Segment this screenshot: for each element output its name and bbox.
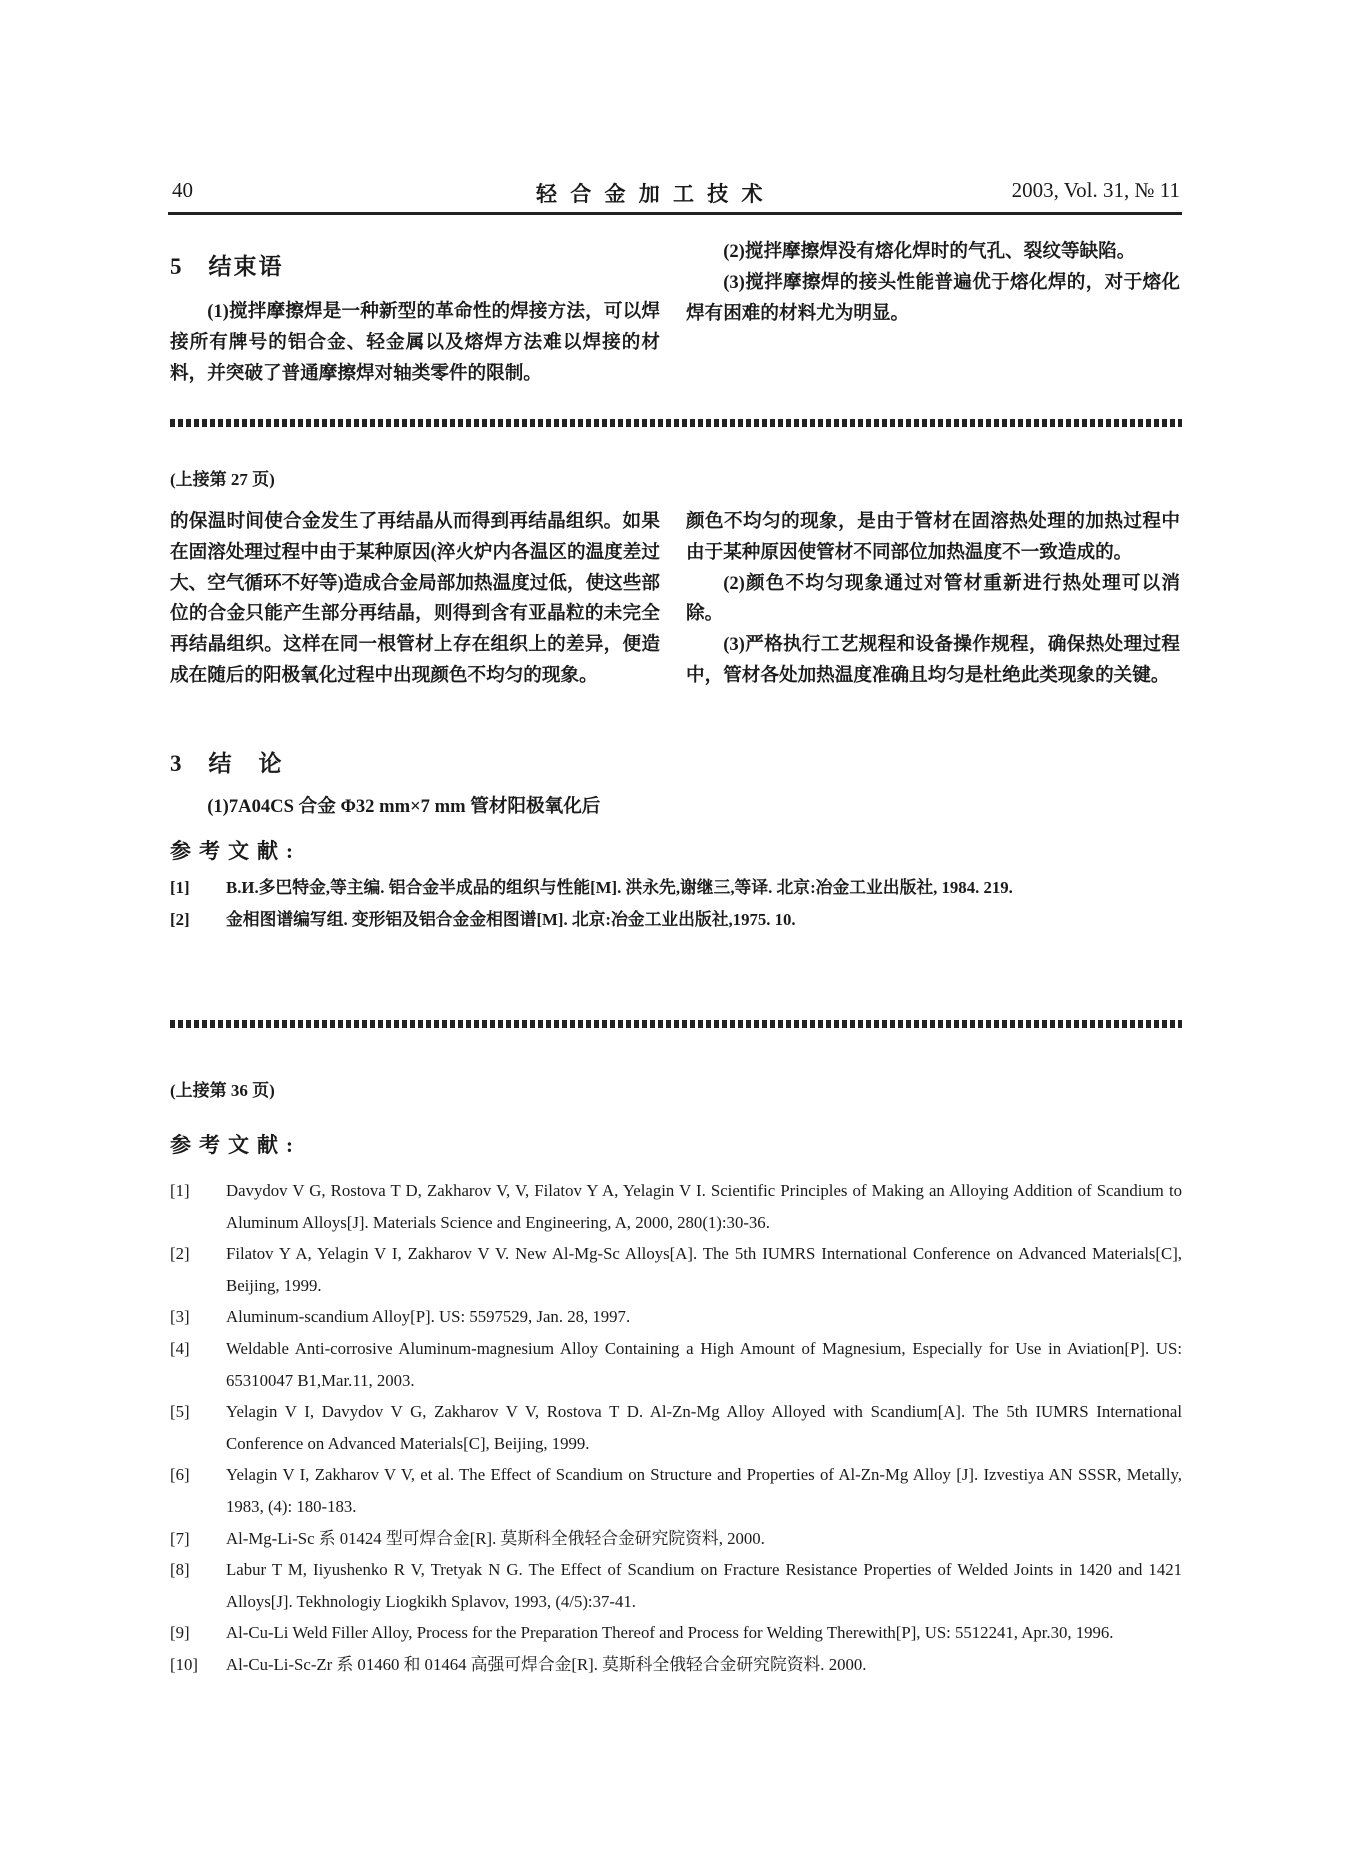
left-column-continued — [170, 792, 660, 823]
reference-text: Al-Cu-Li Weld Filler Alloy, Process for the Preparation Thereof and Process for Welding Therewith[P], US: 5512241, Apr.30, 1996. — [226, 1623, 1114, 1643]
reference-number: [9] — [170, 1623, 190, 1643]
reference-item — [170, 872, 1182, 904]
reference-item — [170, 1617, 1182, 1649]
reference-item — [170, 1396, 1182, 1459]
reference-number: [10] — [170, 1654, 198, 1674]
page-number: 40 — [172, 178, 193, 202]
reference-text: Aluminum-scandium Alloy[P]. US: 5597529, Jan. 28, 1997. — [226, 1307, 631, 1327]
section-heading-conclusion: 3 结 论 — [170, 751, 284, 776]
paragraph: (2)搅拌摩擦焊没有熔化焊时的气孔、裂纹等缺陷。 — [723, 241, 1136, 262]
reference-text: Davydov V G, Rostova T D, Zakharov V, V, Filatov Y A, Yelagin V I. Scientific Principles of Making an Alloying Addition of Scandium to Aluminum Alloys[J]. Materials Science and Engineering, A, 2000, 280(1):30-36. — [226, 1181, 1182, 1232]
reference-number: [2] — [170, 909, 190, 929]
reference-list — [170, 872, 1182, 935]
reference-text: Weldable Anti-corrosive Aluminum-magnesium Alloy Containing a High Amount of Magnesium, Especially for Use in Aviation[P]. US: 65310047 B1,Mar.11, 2003. — [226, 1338, 1182, 1390]
reference-number: [2] — [170, 1244, 190, 1264]
reference-item — [170, 1301, 1182, 1333]
reference-number: [3] — [170, 1307, 190, 1327]
paragraph: (3)搅拌摩擦焊的接头性能普遍优于熔化焊的，对于熔化焊有困难的材料尤为明显。 — [686, 271, 1180, 324]
paragraph: (3)严格执行工艺规程和设备操作规程，确保热处理过程中，管材各处加热温度准确且均匀是杜绝此类现象的关键。 — [686, 634, 1180, 686]
paragraph: (2)颜色不均匀现象通过对管材重新进行热处理可以消除。 — [686, 572, 1180, 625]
paragraph: 的保温时间使合金发生了再结晶从而得到再结晶组织。如果在固溶处理过程中由于某种原因(淬火炉内各温区的温度差过大、空气循环不好等)造成合金局部加热温度过低，使这些部位的合金只能产生部分再结晶，则得到含有亚晶粒的未完全再结晶组织。这样在同一根管材上存在组织上的差异，便造成在随后的阳极氧化过程中出现颜色不均匀的现象。 — [170, 511, 660, 686]
reference-list — [170, 1175, 1182, 1681]
reference-number: [4] — [170, 1338, 190, 1358]
reference-text: Al-Cu-Li-Sc-Zr 系 01460 和 01464 高强可焊合金[R]. 莫斯科全俄轻合金研究院资料. 2000. — [226, 1654, 867, 1674]
reference-text: Yelagin V I, Davydov V G, Zakharov V V, Rostova T D. Al-Zn-Mg Alloy Alloyed with Scandium[A]. The 5th IUMRS International Conference on Advanced Materials[C], Beijing, 1999. — [226, 1402, 1182, 1453]
continued-from-label: (上接第 36 页) — [170, 1081, 275, 1100]
separator-dotted — [170, 419, 1182, 427]
left-column — [170, 297, 660, 389]
references-heading: 参考文献: — [170, 839, 301, 863]
header-rule — [168, 212, 1182, 215]
separator-dotted — [170, 1020, 1182, 1028]
reference-item — [170, 1554, 1182, 1617]
paragraph: (1)7A04CS 合金 Φ32 mm×7 mm 管材阳极氧化后 — [207, 796, 601, 817]
reference-item — [170, 1523, 1182, 1555]
references-heading: 参考文献: — [170, 1133, 301, 1157]
paragraph: (1)搅拌摩擦焊是一种新型的革命性的焊接方法，可以焊接所有牌号的铝合金、轻金属以及熔焊方法难以焊接的材料，并突破了普通摩擦焊对轴类零件的限制。 — [170, 301, 660, 384]
continued-from-label: (上接第 27 页) — [170, 470, 275, 489]
reference-number: [1] — [170, 878, 190, 897]
reference-item — [170, 1238, 1182, 1301]
reference-number: [7] — [170, 1528, 190, 1548]
reference-item — [170, 1459, 1182, 1522]
reference-item — [170, 1175, 1182, 1238]
reference-number: [6] — [170, 1465, 190, 1485]
reference-text: 金相图谱编写组. 变形铝及铝合金金相图谱[M]. 北京:冶金工业出版社,1975. 10. — [226, 909, 796, 929]
reference-text: Al-Mg-Li-Sc 系 01424 型可焊合金[R]. 莫斯科全俄轻合金研究院资料, 2000. — [226, 1528, 765, 1548]
right-column — [686, 237, 1180, 329]
reference-number: [1] — [170, 1181, 190, 1200]
reference-number: [8] — [170, 1560, 190, 1580]
reference-number: [5] — [170, 1402, 190, 1422]
reference-item — [170, 1333, 1182, 1396]
reference-item — [170, 904, 1182, 936]
reference-text: Yelagin V I, Zakharov V V, et al. The Effect of Scandium on Structure and Properties of Al-Zn-Mg Alloy [J]. Izvestiya AN SSSR, Metally, 1983, (4): 180-183. — [226, 1465, 1182, 1516]
reference-text: B.И.多巴特金,等主编. 铝合金半成品的组织与性能[M]. 洪永先,谢继三,等译. 北京:冶金工业出版社, 1984. 219. — [226, 878, 1013, 897]
section-heading-conclusion: 5 结束语 — [170, 254, 284, 279]
right-column — [686, 507, 1180, 692]
journal-title: 轻 合 金 加 工 技 术 — [536, 182, 767, 206]
issue-info: 2003, Vol. 31, № 11 — [1011, 178, 1180, 202]
reference-text: Filatov Y A, Yelagin V I, Zakharov V V. New Al-Mg-Sc Alloys[A]. The 5th IUMRS International Conference on Advanced Materials[C], Beijing, 1999. — [226, 1244, 1182, 1295]
reference-text: Labur T M, Iiyushenko R V, Tretyak N G. The Effect of Scandium on Fracture Resistance Properties of Welded Joints in 1420 and 1421 Alloys[J]. Tekhnologiy Liogkikh Splavov, 1993, (4/5):37-41. — [226, 1560, 1182, 1611]
left-column — [170, 507, 660, 692]
reference-item — [170, 1649, 1182, 1681]
paragraph: 颜色不均匀的现象，是由于管材在固溶热处理的加热过程中由于某种原因使管材不同部位加热温度不一致造成的。 — [686, 511, 1180, 563]
